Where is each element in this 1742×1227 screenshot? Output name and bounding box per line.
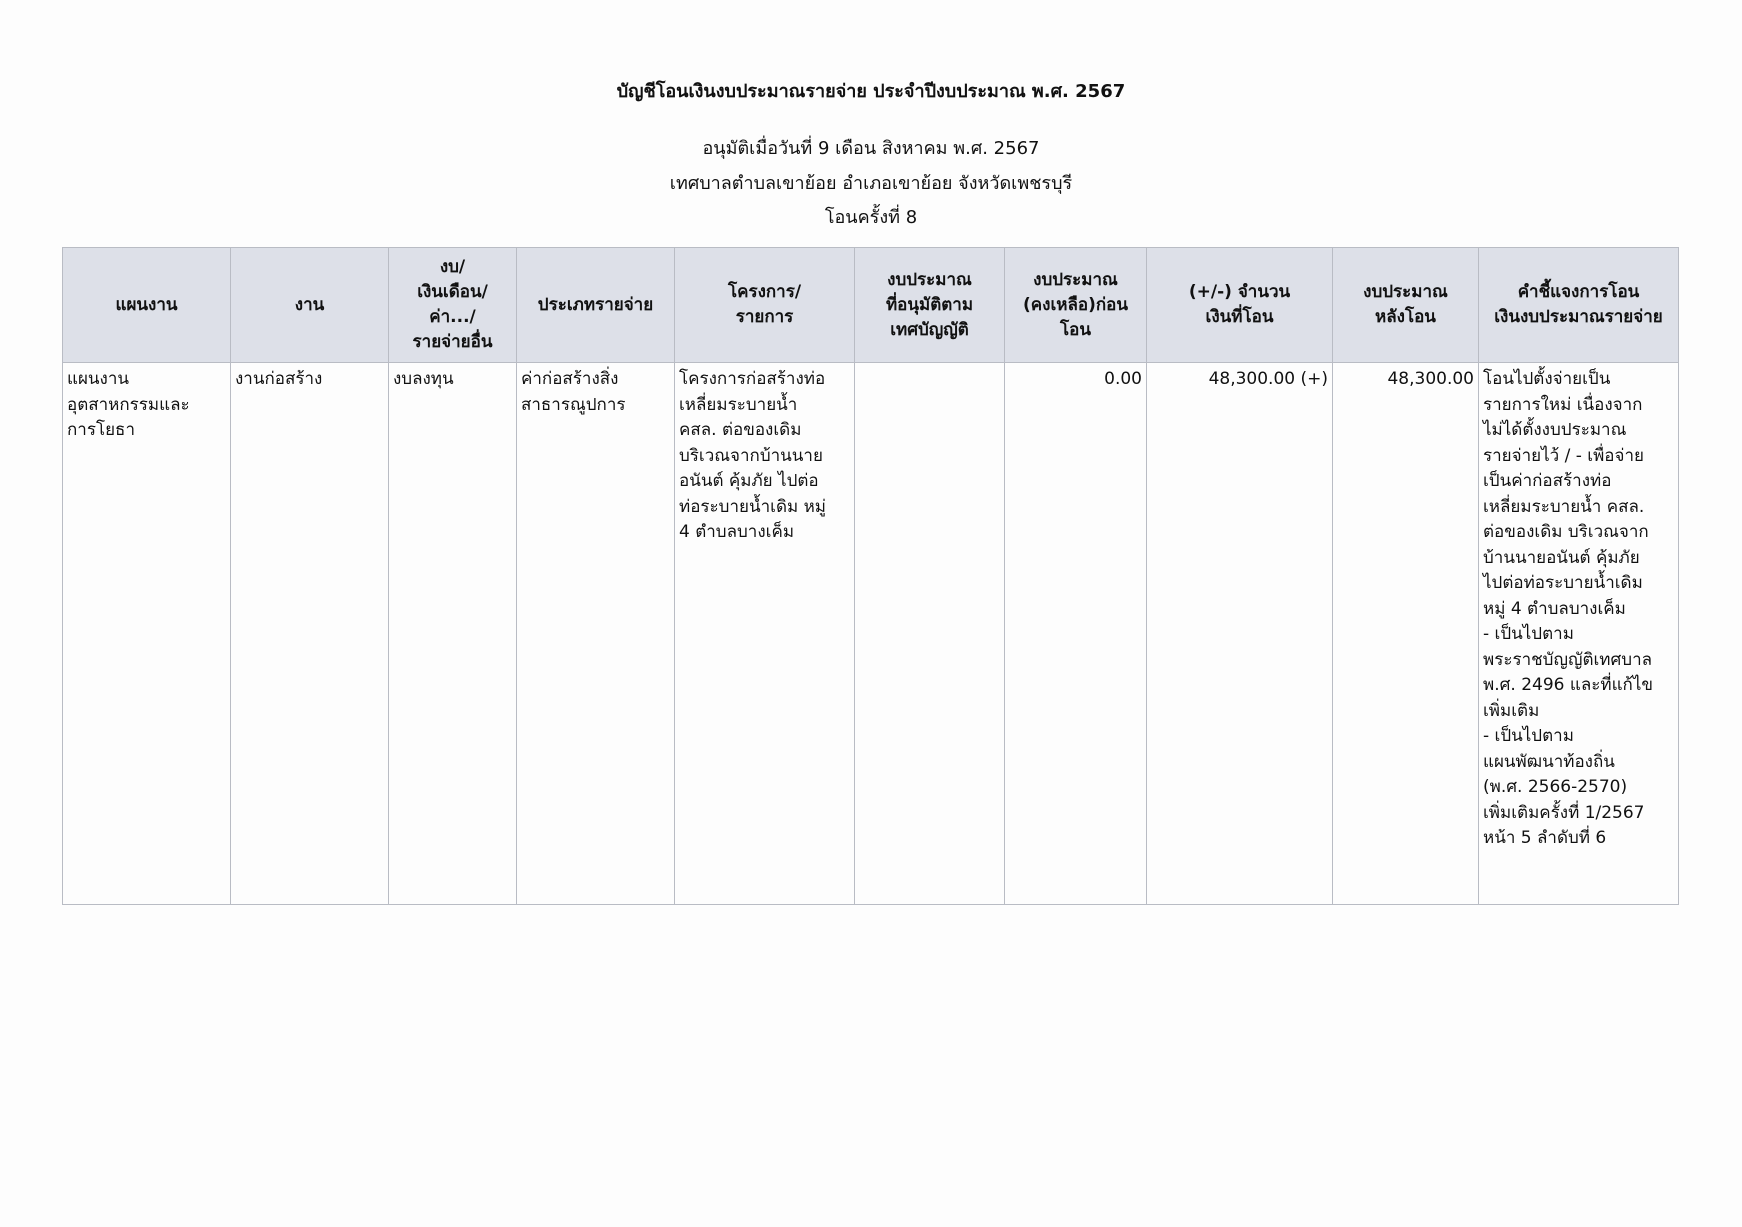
header-explanation-line: เงินงบประมาณรายจ่าย bbox=[1494, 307, 1663, 327]
budget-transfer-table bbox=[62, 247, 1679, 905]
explanation-line: พระราชบัญญัติเทศบาล bbox=[1483, 649, 1653, 670]
cell-project-line: ท่อระบายน้ำเดิม หมู่ bbox=[679, 496, 827, 517]
explanation-line: รายการใหม่ เนื่องจาก bbox=[1483, 394, 1643, 415]
header-after-transfer-line: หลังโอน bbox=[1375, 307, 1436, 327]
header-after-transfer bbox=[1333, 248, 1479, 363]
header-project-line: โครงการ/ bbox=[727, 282, 802, 302]
cell-expense-type-line: ค่าก่อสร้างสิ่ง bbox=[521, 369, 619, 389]
header-transfer-amount-line: (+/-) จำนวน bbox=[1188, 282, 1291, 302]
explanation-line: ไม่ได้ตั้งงบประมาณ bbox=[1483, 420, 1627, 440]
table-header-row bbox=[63, 248, 1679, 363]
table-row bbox=[63, 363, 1679, 905]
explanation-line: - เป็นไปตาม bbox=[1483, 624, 1574, 644]
cell-before-transfer: 0.00 bbox=[1005, 363, 1147, 905]
header-after-transfer-line: งบประมาณ bbox=[1363, 282, 1448, 302]
header-transfer-amount bbox=[1147, 248, 1333, 363]
cell-expense-type bbox=[517, 363, 675, 905]
explanation-line: เหลี่ยมระบายน้ำ คสล. bbox=[1483, 496, 1645, 517]
explanation-line: บ้านนายอนันต์ คุ้มภัย bbox=[1483, 547, 1640, 568]
header-explanation-line: คำชี้แจงการโอน bbox=[1517, 282, 1640, 302]
explanation-line: หน้า 5 ลำดับที่ 6 bbox=[1483, 828, 1607, 848]
cell-plan-line: แผนงาน bbox=[67, 369, 130, 389]
cell-approved-budget bbox=[855, 363, 1005, 905]
cell-project-line: คสล. ต่อของเดิม bbox=[679, 420, 802, 440]
approval-date: อนุมัติเมื่อวันที่ 9 เดือน สิงหาคม พ.ศ. 2567 bbox=[702, 138, 1040, 159]
explanation-line: โอนไปตั้งจ่ายเป็น bbox=[1483, 369, 1611, 389]
header-budget-type-line: ค่า.../ bbox=[429, 307, 476, 327]
explanation-line: เป็นค่าก่อสร้างท่อ bbox=[1483, 471, 1612, 491]
header-before-transfer-line: โอน bbox=[1060, 319, 1091, 340]
cell-project-line: อนันต์ คุ้มภัย ไปต่อ bbox=[679, 471, 819, 491]
cell-plan bbox=[63, 363, 231, 905]
cell-project-line: 4 ตำบลบางเค็ม bbox=[679, 522, 795, 542]
explanation-line: เพิ่มเติม bbox=[1483, 700, 1540, 721]
explanation-line: พ.ศ. 2496 และที่แก้ไข bbox=[1483, 675, 1654, 695]
cell-transfer-amount: 48,300.00 (+) bbox=[1147, 363, 1333, 905]
header-budget-type-line: เงินเดือน/ bbox=[417, 282, 488, 302]
cell-project-line: โครงการก่อสร้างท่อ bbox=[679, 369, 826, 389]
transfer-round: โอนครั้งที่ 8 bbox=[824, 207, 918, 228]
header-approved-budget-line: งบประมาณ bbox=[887, 269, 972, 290]
header-project bbox=[675, 248, 855, 363]
header-project-line: รายการ bbox=[735, 307, 794, 327]
header-before-transfer bbox=[1005, 248, 1147, 363]
cell-project bbox=[675, 363, 855, 905]
document-title: บัญชีโอนเงินงบประมาณรายจ่าย ประจำปีงบประมาณ พ.ศ. 2567 bbox=[616, 81, 1126, 102]
header-plan: แผนงาน bbox=[63, 248, 231, 363]
cell-after-transfer: 48,300.00 bbox=[1333, 363, 1479, 905]
cell-budget-type: งบลงทุน bbox=[389, 363, 517, 905]
cell-project-line: เหลี่ยมระบายน้ำ bbox=[679, 394, 798, 415]
organization-name: เทศบาลตำบลเขาย้อย อำเภอเขาย้อย จังหวัดเพชรบุรี bbox=[669, 173, 1073, 194]
header-transfer-amount-line: เงินที่โอน bbox=[1205, 307, 1274, 327]
header-before-transfer-line: (คงเหลือ)ก่อน bbox=[1023, 294, 1128, 315]
cell-expense-type-line: สาธารณูปการ bbox=[521, 394, 626, 415]
explanation-line: ไปต่อท่อระบายน้ำเดิม bbox=[1483, 573, 1643, 593]
header-expense-type: ประเภทรายจ่าย bbox=[517, 248, 675, 363]
header-approved-budget bbox=[855, 248, 1005, 363]
header-budget-type-line: รายจ่ายอื่น bbox=[412, 332, 493, 352]
header-budget-type bbox=[389, 248, 517, 363]
cell-work: งานก่อสร้าง bbox=[231, 363, 389, 905]
explanation-line: รายจ่ายไว้ / - เพื่อจ่าย bbox=[1483, 445, 1644, 466]
header-work: งาน bbox=[231, 248, 389, 363]
explanation-line: แผนพัฒนาท้องถิ่น bbox=[1483, 751, 1615, 772]
header-approved-budget-line: ที่อนุมัติตาม bbox=[885, 294, 974, 315]
cell-explanation bbox=[1479, 363, 1679, 905]
explanation-line: หมู่ 4 ตำบลบางเค็ม bbox=[1483, 598, 1626, 619]
cell-plan-line: การโยธา bbox=[67, 420, 135, 440]
header-before-transfer-line: งบประมาณ bbox=[1033, 269, 1118, 290]
header-budget-type-line: งบ/ bbox=[439, 257, 466, 277]
header-approved-budget-line: เทศบัญญัติ bbox=[890, 319, 969, 340]
explanation-line: ต่อของเดิม บริเวณจาก bbox=[1483, 522, 1649, 542]
explanation-line: เพิ่มเติมครั้งที่ 1/2567 bbox=[1483, 802, 1645, 823]
explanation-line: (พ.ศ. 2566-2570) bbox=[1483, 777, 1628, 797]
explanation-line: - เป็นไปตาม bbox=[1483, 726, 1574, 746]
header-explanation bbox=[1479, 248, 1679, 363]
cell-project-line: บริเวณจากบ้านนาย bbox=[679, 445, 823, 466]
cell-plan-line: อุตสาหกรรมและ bbox=[67, 394, 190, 415]
